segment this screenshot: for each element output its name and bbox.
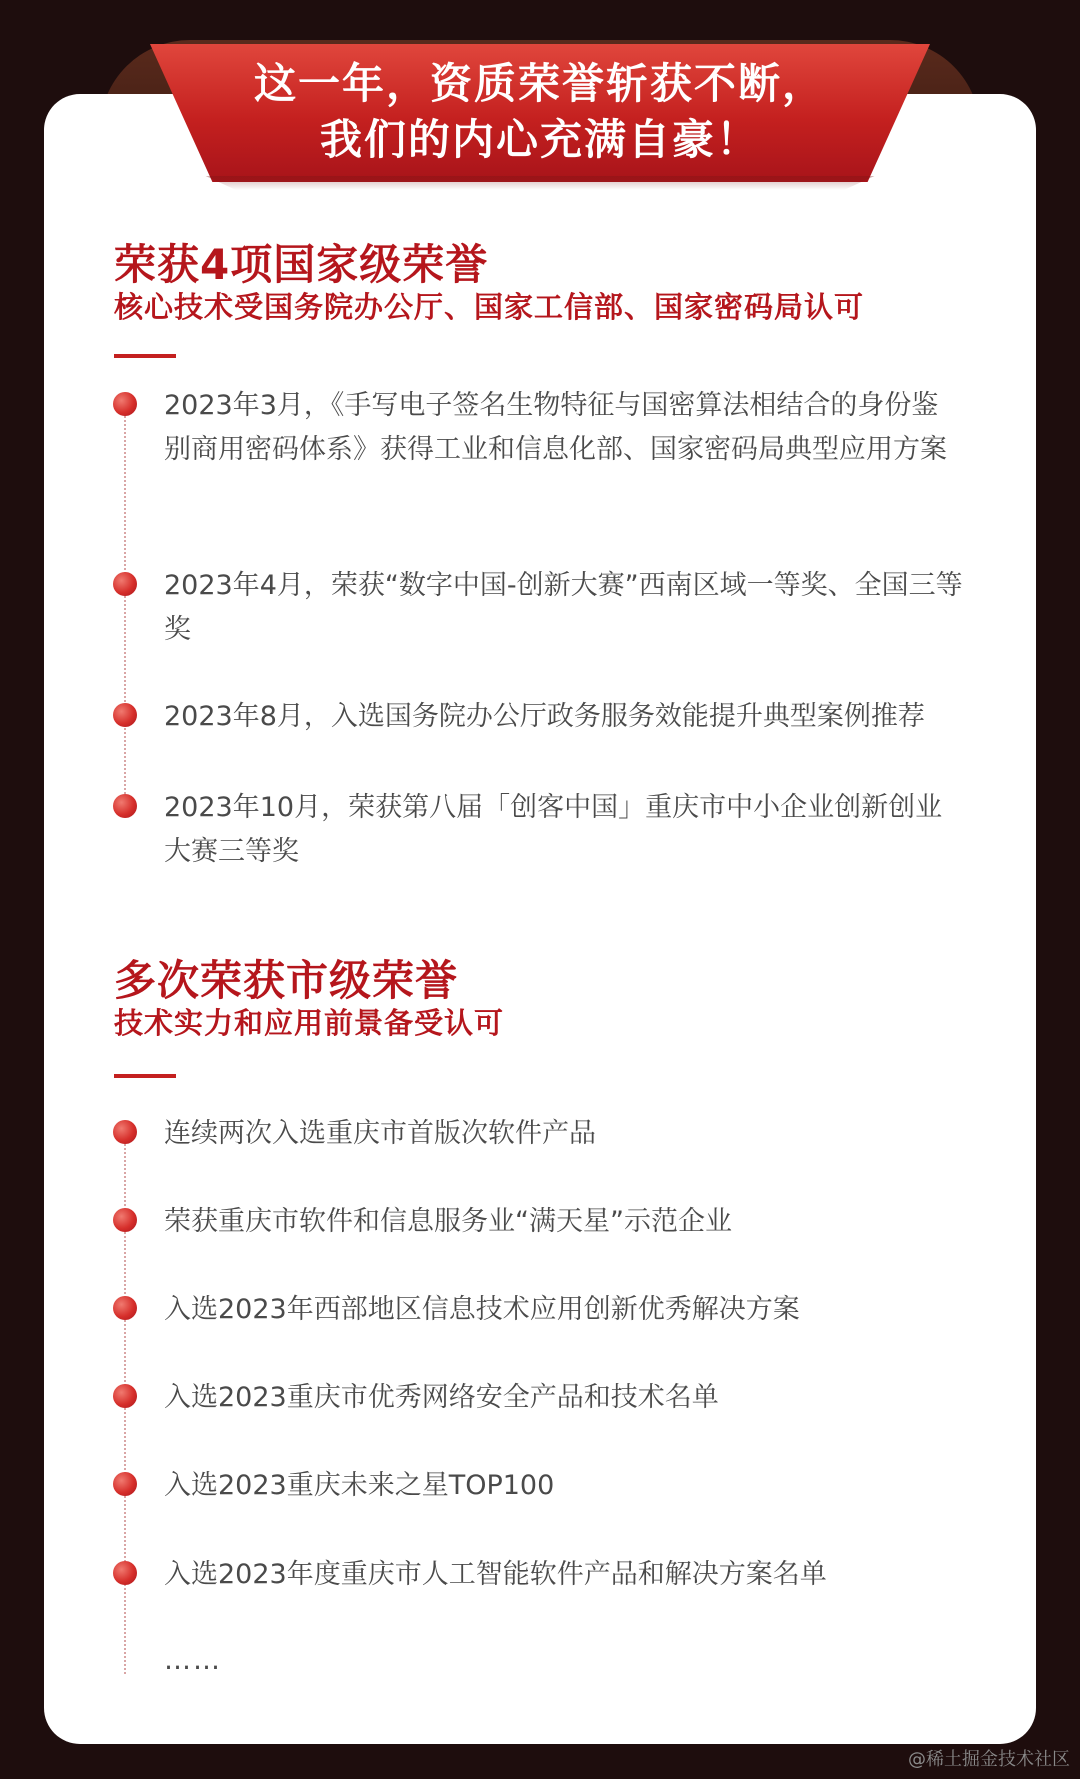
timeline-dot	[113, 1208, 137, 1232]
section-2-item-5: 入选2023重庆未来之星TOP100	[164, 1470, 555, 1501]
section-1-divider	[114, 354, 176, 358]
section-2-item-6: 入选2023年度重庆市人工智能软件产品和解决方案名单	[164, 1559, 827, 1590]
section-1-item-3: 2023年8月，入选国务院办公厅政务服务效能提升典型案例推荐	[164, 701, 925, 732]
banner-text	[150, 56, 930, 168]
banner-line-1: 这一年，资质荣誉斩获不断，	[253, 59, 826, 108]
section-1-item-1: 2023年3月，《手写电子签名生物特征与国密算法相结合的身份鉴别商用密码体系》获得工业和信息化部、国家密码局典型应用方案	[164, 390, 947, 465]
banner-line-2: 我们的内心充满自豪！	[319, 115, 760, 164]
section-2-item-2: 荣获重庆市软件和信息服务业“满天星”示范企业	[164, 1206, 732, 1237]
timeline-dot	[113, 1296, 137, 1320]
section-2-subtitle: 技术实力和应用前景备受认可	[114, 1006, 505, 1040]
timeline-dot	[113, 1120, 137, 1144]
section-2-item-3: 入选2023年西部地区信息技术应用创新优秀解决方案	[164, 1294, 800, 1325]
section-1-item-4: 2023年10月，荣获第八届「创客中国」重庆市中小企业创新创业大赛三等奖	[164, 792, 943, 867]
timeline-dot	[113, 572, 137, 596]
section-1-title: 荣获4项国家级荣誉	[114, 240, 489, 289]
timeline-dot	[113, 703, 137, 727]
section-2-item-1: 连续两次入选重庆市首版次软件产品	[164, 1118, 596, 1149]
timeline-dot	[113, 794, 137, 818]
section-2-item-4: 入选2023重庆市优秀网络安全产品和技术名单	[164, 1382, 719, 1413]
section-2-title: 多次荣获市级荣誉	[114, 956, 459, 1005]
section-1-timeline	[124, 404, 126, 806]
timeline-dot	[113, 1561, 137, 1585]
more-ellipsis: ……	[164, 1645, 222, 1676]
section-1-item-2: 2023年4月，荣获“数字中国-创新大赛”西南区域一等奖、全国三等奖	[164, 570, 963, 645]
banner-shadow	[160, 176, 920, 190]
timeline-dot	[113, 392, 137, 416]
watermark: @稀土掘金技术社区	[908, 1749, 1070, 1770]
timeline-dot	[113, 1472, 137, 1496]
timeline-dot	[113, 1384, 137, 1408]
section-2-divider	[114, 1074, 176, 1078]
section-1-subtitle: 核心技术受国务院办公厅、国家工信部、国家密码局认可	[114, 290, 865, 324]
